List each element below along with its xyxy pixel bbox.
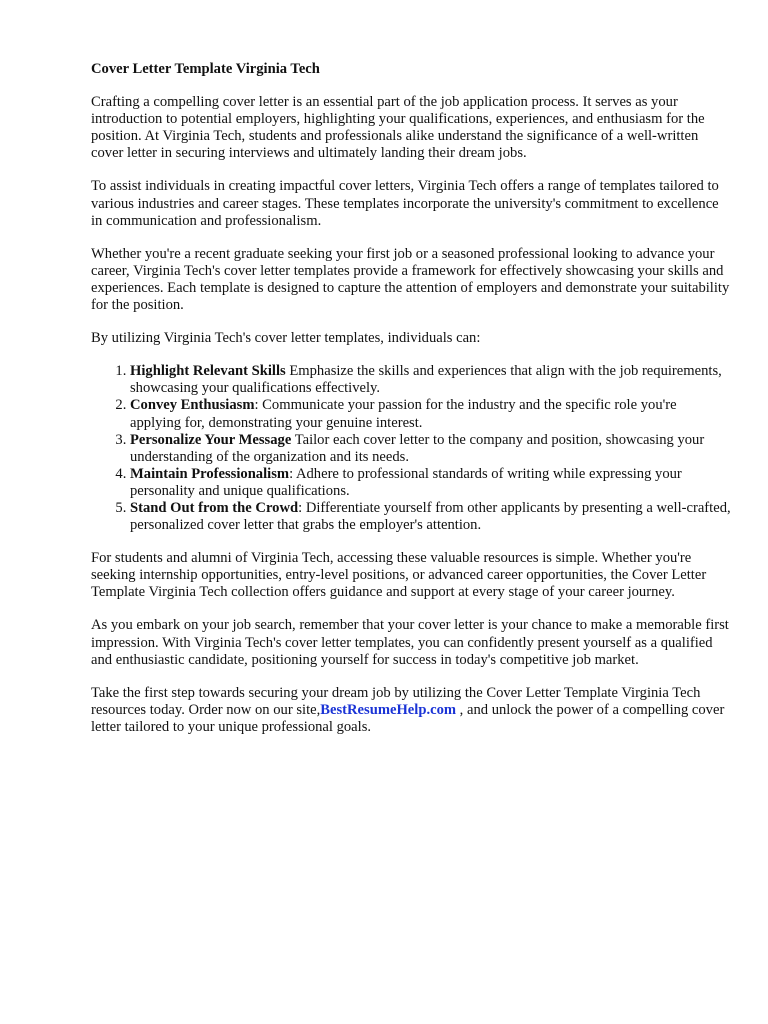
list-item [130, 363, 731, 397]
list-item-heading: Stand Out from the Crowd [130, 499, 299, 516]
cta-text-after: , and unlock the power of a compelling cover letter tailored to your unique professional goals. [91, 701, 725, 735]
list-item-text: : Adhere to professional standards of writing while expressing your personality and unique qualifications. [130, 465, 682, 499]
list-item-text: : Differentiate yourself from other applicants by presenting a well-crafted, personalized cover letter that grabs the employer's attention. [130, 499, 731, 534]
paragraph-templates: To assist individuals in creating impactful cover letters, Virginia Tech offers a range of templates tailored to various industries and career stages. These templates incorporate the university's commitment to excellence in communication and professionalism. [91, 178, 719, 229]
paragraph-list-intro: By utilizing Virginia Tech's cover letter templates, individuals can: [91, 330, 481, 347]
paragraph-intro: Crafting a compelling cover letter is an essential part of the job application process. It serves as your introduction to potential employers, highlighting your qualifications, experiences, and enthusiasm for the position. At Virginia Tech, students and professionals alike understand the significance of a well-written cover letter in securing interviews and ultimately landing their dream jobs. [91, 94, 705, 162]
list-item-heading: Maintain Professionalism [130, 465, 290, 482]
list-item-heading: Convey Enthusiasm [130, 397, 255, 414]
list-item-heading: Highlight Relevant Skills [130, 363, 286, 380]
list-item [130, 466, 731, 500]
paragraph-job-search: As you embark on your job search, remember that your cover letter is your chance to make a memorable first impression. With Virginia Tech's cover letter templates, you can confidently present yourself as a qualified and enthusiastic candidate, positioning yourself for success in today's competitive job market. [91, 617, 729, 668]
list-item-heading: Personalize Your Message [130, 431, 292, 448]
document-page [91, 61, 731, 752]
list-item-text: : Communicate your passion for the industry and the specific role you're applying for, demonstrating your genuine interest. [130, 397, 677, 431]
list-item [130, 500, 731, 534]
list-item [130, 397, 731, 431]
benefits-list [91, 363, 731, 534]
list-item-text: Emphasize the skills and experiences that align with the job requirements, showcasing your qualifications effectively. [130, 363, 722, 397]
paragraph-call-to-action [91, 685, 731, 736]
list-item [130, 432, 731, 466]
paragraph-students: For students and alumni of Virginia Tech, accessing these valuable resources is simple. Whether you're seeking internship opportunities, entry-level positions, or advanced career opportunities, the Cover Letter Template Virginia Tech collection offers guidance and support at every stage of your career journey. [91, 550, 707, 601]
document-title: Cover Letter Template Virginia Tech [91, 61, 320, 77]
cta-text-before: Take the first step towards securing your dream job by utilizing the Cover Letter Template Virginia Tech resources today. Order now on our site, [91, 684, 701, 718]
site-link[interactable]: BestResumeHelp.com [320, 701, 457, 718]
list-item-text: Tailor each cover letter to the company and position, showcasing your understanding of the organization and its needs. [130, 431, 705, 465]
paragraph-graduates: Whether you're a recent graduate seeking your first job or a seasoned professional looking to advance your career, Virginia Tech's cover letter templates provide a framework for effectively showcasing your skills and experiences. Each template is designed to capture the attention of employers and demonstrate your suitability for the position. [91, 245, 730, 314]
